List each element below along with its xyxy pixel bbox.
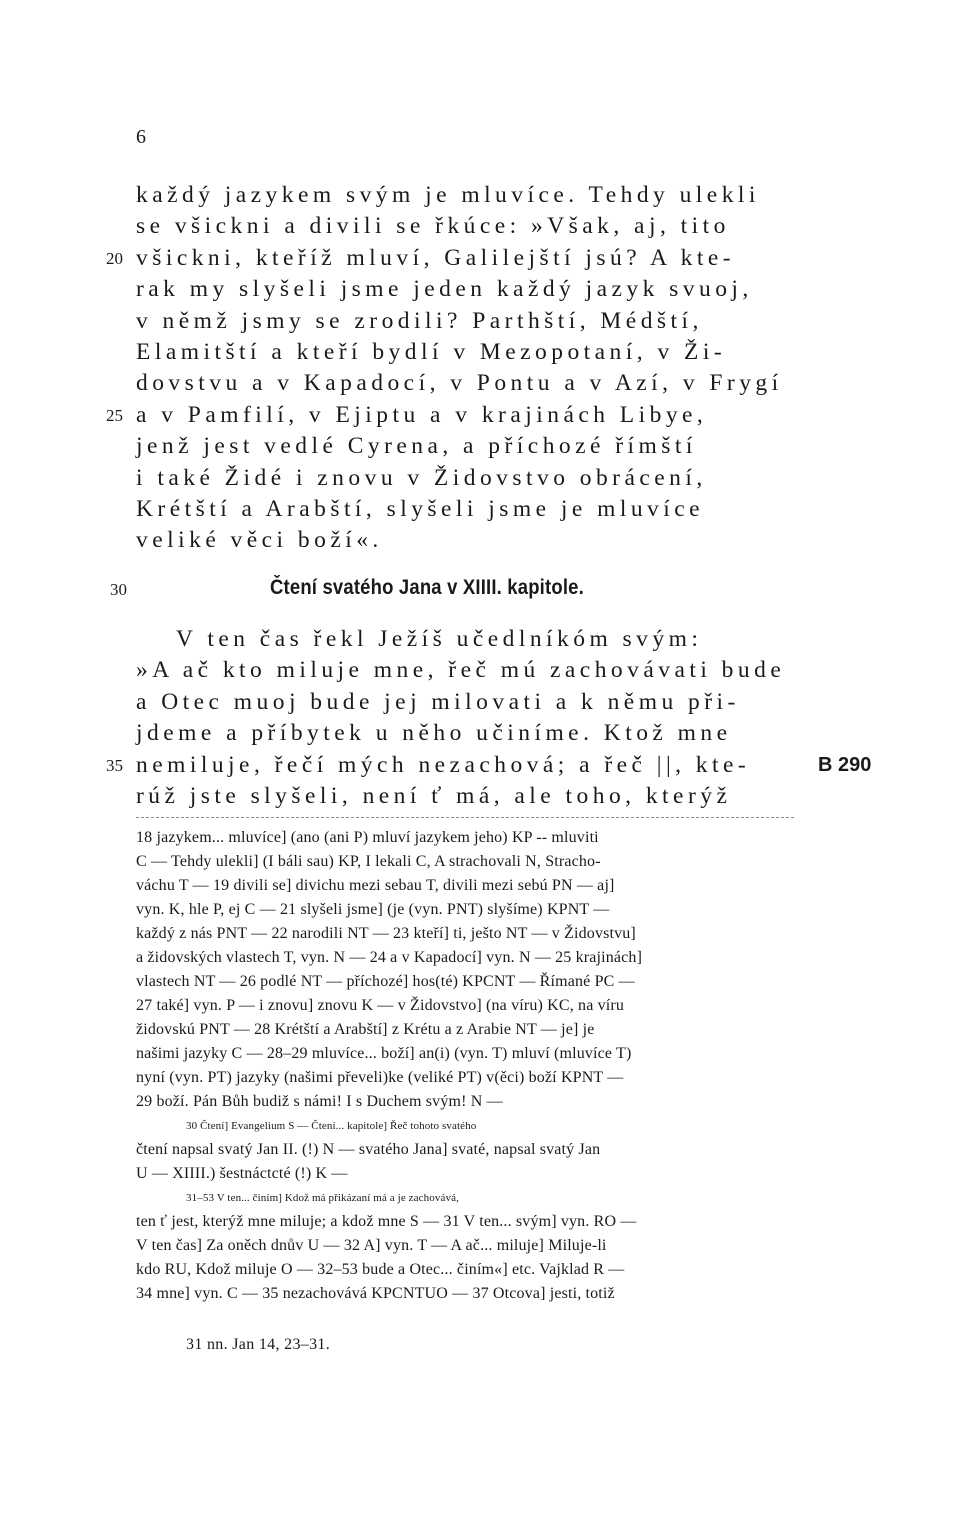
footnote-line: váchu T — 19 divili se] divichu mezi sebau T, divili mezi sebú PN — aj]: [136, 877, 615, 894]
main-line: [136, 337, 796, 368]
main-line: [136, 211, 796, 242]
footnote-line: 34 mne] vyn. C — 35 nezachovává KPCNTUO — 37 Otcova] jesti, totiž: [136, 1285, 615, 1302]
line-number: 25: [106, 405, 123, 425]
manuscript-margin-reference: B 290: [818, 753, 872, 776]
line-text: Krétští a Arabští, slyšeli jsme je mluvíce: [136, 495, 705, 522]
line-text: jdeme a příbytek u něho učiníme. Ktož mne: [136, 720, 732, 747]
main-passage: [106, 180, 796, 557]
page-number: 6: [136, 126, 146, 148]
main-line: [106, 243, 796, 274]
line-number: 20: [106, 248, 123, 268]
gospel-passage: [106, 624, 872, 812]
main-line: [136, 431, 796, 462]
line-text: a v Pamfilí, v Ejiptu a v krajinách Libye,: [136, 401, 708, 428]
line-text: rak my slyšeli jsme jeden každý jazyk svuoj,: [136, 276, 753, 303]
main-line: [136, 180, 796, 211]
footnote-line: 31–53 V ten... činím] Kdož má přikázaní má a je zachovává,: [186, 1192, 459, 1204]
footnote-line: U — XIIII.) šestnáctcté (!) K —: [136, 1165, 348, 1182]
line-text: V ten čas řekl Ježíš učedlníkóm svým:: [176, 626, 703, 652]
footnote-line: čtení napsal svatý Jan II. (!) N — svatého Jana] svaté, napsal svatý Jan: [136, 1141, 601, 1158]
critical-apparatus: [136, 826, 796, 1306]
footnote-line: 18 jazykem... mluvíce] (ano (ani P) mluví jazykem jeho) KP -- mluviti: [136, 829, 599, 846]
line-text: nemiluje, řečí mých nezachová; a řeč ||, kte-: [136, 751, 751, 778]
second-line: [136, 687, 796, 718]
footnote-line: kdo RU, Kdož miluje O — 32–53 bude a Otec... činím«] etc. Vajklad R —: [136, 1261, 625, 1278]
line-text: v němž jsmy se zrodili? Parthští, Médští,: [136, 307, 703, 334]
cross-reference: 31 nn. Jan 14, 23–31.: [186, 1336, 331, 1353]
line-text: všickni, kteříž mluví, Galilejští jsú? A kte-: [136, 244, 736, 271]
footnote-line: našimi jazyky C — 28–29 mluvíce... boží] an(i) (vyn. T) mluví (mluvíce T): [136, 1045, 632, 1062]
footnote-line: ten ť jest, kterýž mne miluje; a kdož mne S — 31 V ten... svým] vyn. RO —: [136, 1213, 637, 1230]
line-text: veliké věci boží«.: [136, 527, 383, 554]
footnote-divider: [136, 817, 794, 818]
line-text: dovstvu a v Kapadocí, v Pontu a v Azí, v Frygí: [136, 370, 783, 397]
footnote-line: C — Tehdy ulekli] (I báli sau) KP, I lekali C, A strachovali N, Stracho-: [136, 853, 601, 870]
line-text: a Otec muoj bude jej milovati a k němu při-: [136, 688, 740, 715]
line-text: každý jazykem svým je mluvíce. Tehdy ulekli: [136, 182, 760, 208]
line-text: jenž jest vedlé Cyrena, a příchozé římští: [136, 433, 697, 460]
line-text: se všickni a divili se řkúce: »Však, aj, tito: [136, 213, 730, 240]
second-line: [136, 624, 796, 655]
footnote-line: 29 boží. Pán Bůh budiž s námi! I s Duchem svým! N —: [136, 1093, 503, 1110]
line-text: rúž jste slyšeli, není ť má, ale toho, kterýž: [136, 782, 732, 809]
second-line: [106, 750, 872, 781]
main-line: [136, 494, 796, 525]
line-number: 35: [106, 755, 123, 775]
footnote-line: každý z nás PNT — 22 narodili NT — 23 kteří] ti, ješto NT — v Židovstvu]: [136, 925, 636, 942]
footnote-line: V ten čas] Za oněch dnův U — 32 A] vyn. T — A ač... miluje] Miluje-li: [136, 1237, 607, 1254]
line-text: i také Židé i znovu v Židovstvo obrácení,: [136, 464, 707, 491]
second-line: [136, 655, 796, 686]
main-line: [106, 400, 796, 431]
footnote-line: 30 Čtení] Evangelium S — Čtení... kapitole] Řeč tohoto svatého: [186, 1120, 477, 1132]
line-text: Elamitští a kteří bydlí v Mezopotaní, v Ži-: [136, 338, 727, 365]
second-line: [136, 781, 796, 812]
main-line: [136, 306, 796, 337]
main-line: [136, 525, 796, 556]
footnote-line: vlastech NT — 26 podlé NT — příchozé] hos(té) KPCNT — Římané PC —: [136, 973, 635, 990]
line-text: »A ač kto miluje mne, řeč mú zachovávati bude: [136, 657, 786, 684]
footnote-line: a židovských vlastech T, vyn. N — 24 a v Kapadocí] vyn. N — 25 krajinách]: [136, 949, 643, 966]
main-line: [136, 368, 796, 399]
footnote-line: vyn. K, hle P, ej C — 21 slyšeli jsme] (je (vyn. PNT) slyšíme) KPNT —: [136, 901, 610, 918]
heading-line-number: 30: [110, 580, 127, 599]
footnote-line: židovskú PNT — 28 Krétští a Arabští] z Krétu a z Arabie NT — je] je: [136, 1021, 595, 1038]
main-line: [136, 463, 796, 494]
second-line: [136, 718, 796, 749]
main-line: [136, 274, 796, 305]
footnote-line: nyní (vyn. PT) jazyky (našimi převeli)ke (veliké PT) v(ěci) boží KPNT —: [136, 1069, 624, 1086]
section-heading: Čtení svatého Jana v XIIII. kapitole.: [270, 576, 584, 599]
footnote-line: 27 také] vyn. P — i znovu] znovu K — v Židovstvo] (na víru) KC, na víru: [136, 997, 625, 1014]
